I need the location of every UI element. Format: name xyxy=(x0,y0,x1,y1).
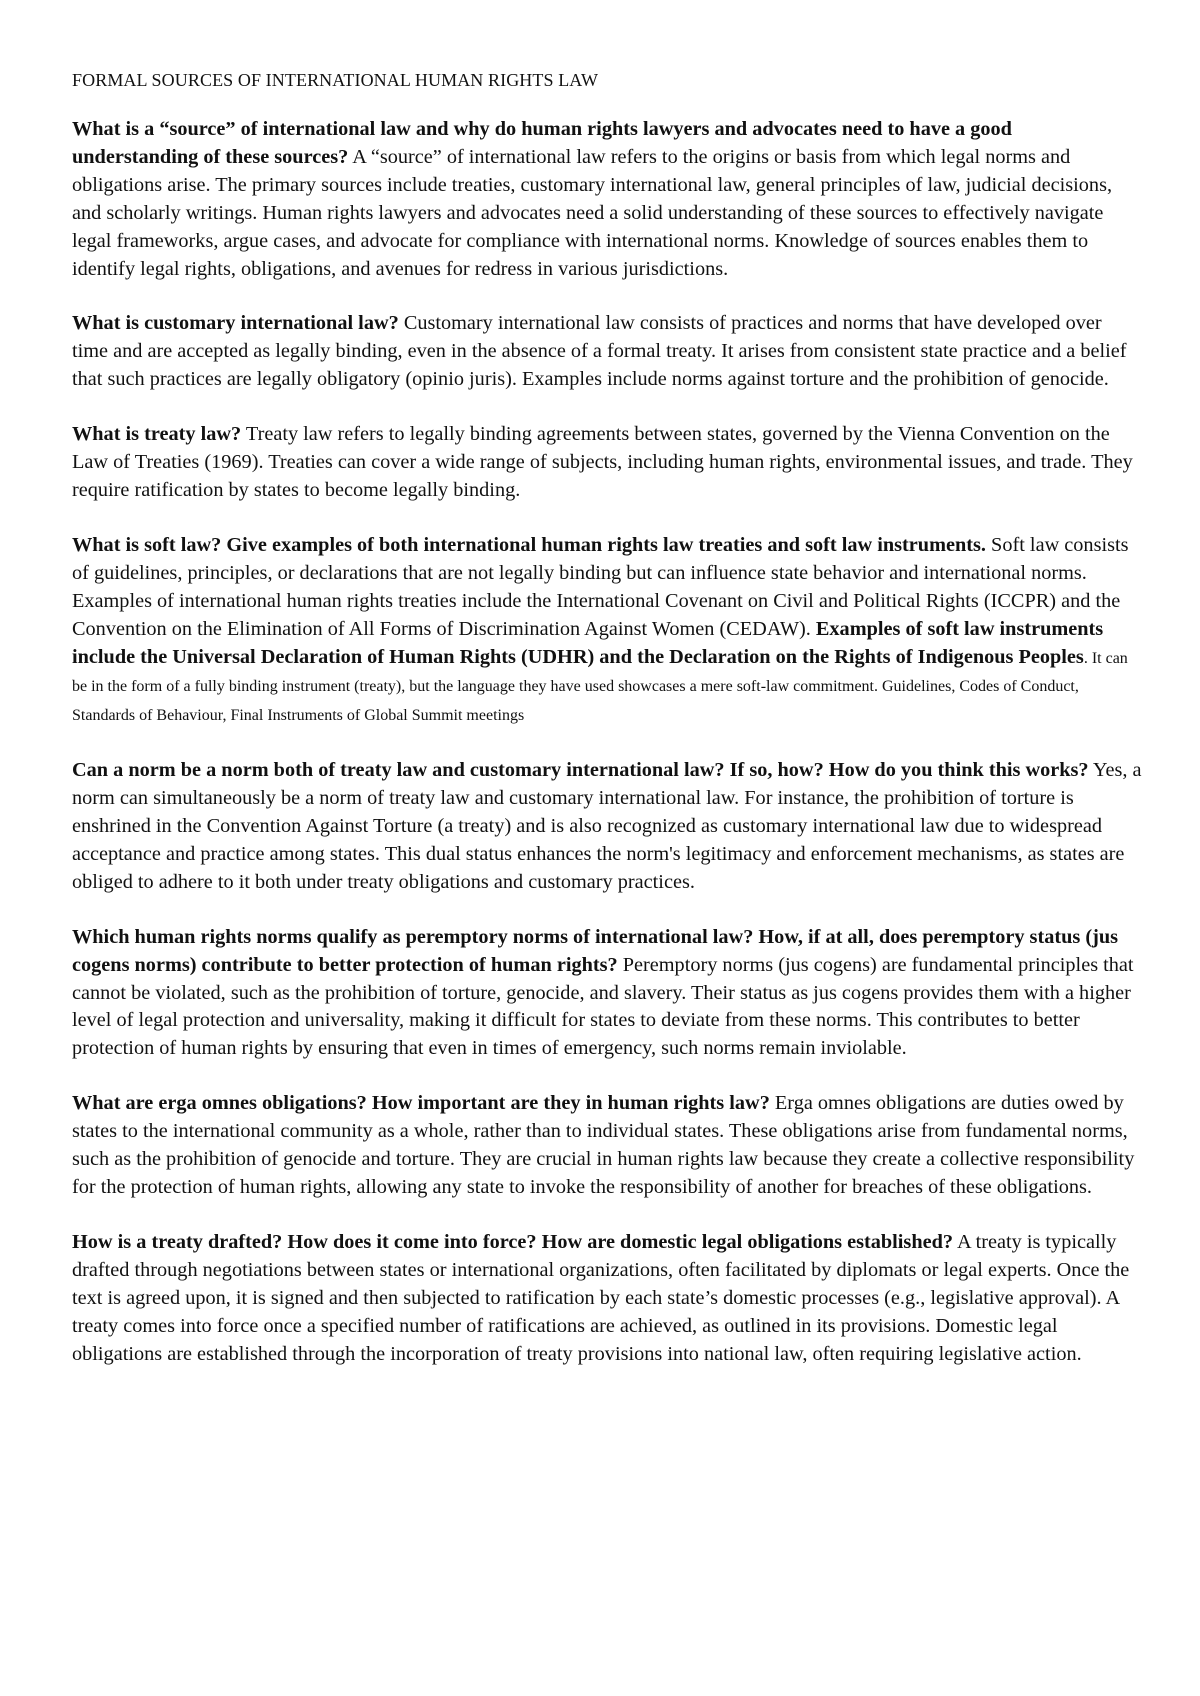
section-erga-omnes xyxy=(72,1090,1142,1202)
section-answer-bold: Examples of soft law instruments include the Universal Declaration of Human Rights (UDHR) and the Declaration on the Rights of Indigenous Peoples xyxy=(72,617,1104,668)
section-treaty-law xyxy=(72,421,1142,505)
section-answer: Peremptory norms (jus cogens) are fundamental principles that cannot be violated, such as the prohibition of torture, genocide, and slavery. Their status as jus cogens provides them with a higher level of legal protection and universality, making it difficult for states to deviate from these norms. This contributes to better protection of human rights by ensuring that even in times of emergency, such norms remain inviolable. xyxy=(72,953,1134,1060)
section-answer: A treaty is typically drafted through negotiations between states or international organizations, often facilitated by diplomats or legal experts. Once the text is agreed upon, it is signed and then subjected to ratification by each state’s domestic processes (e.g., legislative approval). A treaty comes into force once a specified number of ratifications are achieved, as outlined in its provisions. Domestic legal obligations are established through the incorporation of treaty provisions into national law, often requiring legislative action. xyxy=(72,1230,1130,1365)
section-soft-law xyxy=(72,532,1142,730)
section-question: What is a “source” of international law and why do human rights lawyers and advocates need to have a good understanding of these sources? xyxy=(72,118,1012,168)
document-page xyxy=(72,68,1142,1395)
section-customary-law xyxy=(72,310,1142,394)
section-answer: Customary international law consists of practices and norms that have developed over time and are accepted as legally binding, even in the absence of a formal treaty. It arises from consistent state practice and a belief that such practices are legally obligatory (opinio juris). Examples include norms against torture and the prohibition of genocide. xyxy=(72,312,1127,391)
section-answer: Treaty law refers to legally binding agreements between states, governed by the Vienna Convention on the Law of Treaties (1969). Treaties can cover a wide range of subjects, including human rights, environmental issues, and trade. They require ratification by states to become legally binding. xyxy=(72,423,1133,501)
section-question: How is a treaty drafted? How does it come into force? How are domestic legal obligations established? xyxy=(72,1230,954,1253)
section-answer: Soft law consists of guidelines, principles, or declarations that are not legally binding but can influence state behavior and international norms. Examples of international human rights treaties include the International Covenant on Civil and Political Rights (ICCPR) and the Convention on the Elimination of All Forms of Discrimination Against Women (CEDAW). xyxy=(72,533,1129,640)
section-question: What are erga omnes obligations? How important are they in human rights law? xyxy=(72,1092,770,1115)
section-answer-small: . It can be in the form of a fully binding instrument (treaty), but the language they have used showcases a mere soft-law commitment. Guidelines, Codes of Conduct, Standards of Behaviour, Final Instruments of Global Summit meetings xyxy=(72,649,1128,725)
section-answer: Yes, a norm can simultaneously be a norm of treaty law and customary international law. For instance, the prohibition of torture is enshrined in the Convention Against Torture (a treaty) and is also recognized as customary international law due to widespread acceptance and practice among states. This dual status enhances the norm's legitimacy and enforcement mechanisms, as states are obliged to adhere to it both under treaty obligations and customary practices. xyxy=(72,759,1142,893)
section-question: What is treaty law? xyxy=(72,423,242,446)
section-question: Which human rights norms qualify as peremptory norms of international law? How, if at all, does peremptory status (jus cogens norms) contribute to better protection of human rights? xyxy=(72,925,1119,976)
section-question: What is customary international law? xyxy=(72,312,399,335)
section-question: What is soft law? Give examples of both international human rights law treaties and soft law instruments. xyxy=(72,533,986,556)
section-sources xyxy=(72,116,1142,283)
section-dual-norm xyxy=(72,757,1142,897)
section-question: Can a norm be a norm both of treaty law and customary international law? If so, how? How do you think this works? xyxy=(72,759,1089,782)
section-peremptory-norms xyxy=(72,924,1142,1064)
section-answer: Erga omnes obligations are duties owed by states to the international community as a whole, rather than to individual states. These obligations arise from fundamental norms, such as the prohibition of genocide and torture. They are crucial in human rights law because they create a collective responsibility for the protection of human rights, allowing any state to invoke the responsibility of another for breaches of these obligations. xyxy=(72,1092,1135,1198)
section-answer: A “source” of international law refers to the origins or basis from which legal norms and obligations arise. The primary sources include treaties, customary international law, general principles of law, judicial decisions, and scholarly writings. Human rights lawyers and advocates need a solid understanding of these sources to effectively navigate legal frameworks, argue cases, and advocate for compliance with international norms. Knowledge of sources enables them to identify legal rights, obligations, and avenues for redress in various jurisdictions. xyxy=(72,145,1113,280)
section-treaty-drafting xyxy=(72,1229,1142,1369)
document-title: FORMAL SOURCES OF INTERNATIONAL HUMAN RIGHTS LAW xyxy=(72,70,599,90)
